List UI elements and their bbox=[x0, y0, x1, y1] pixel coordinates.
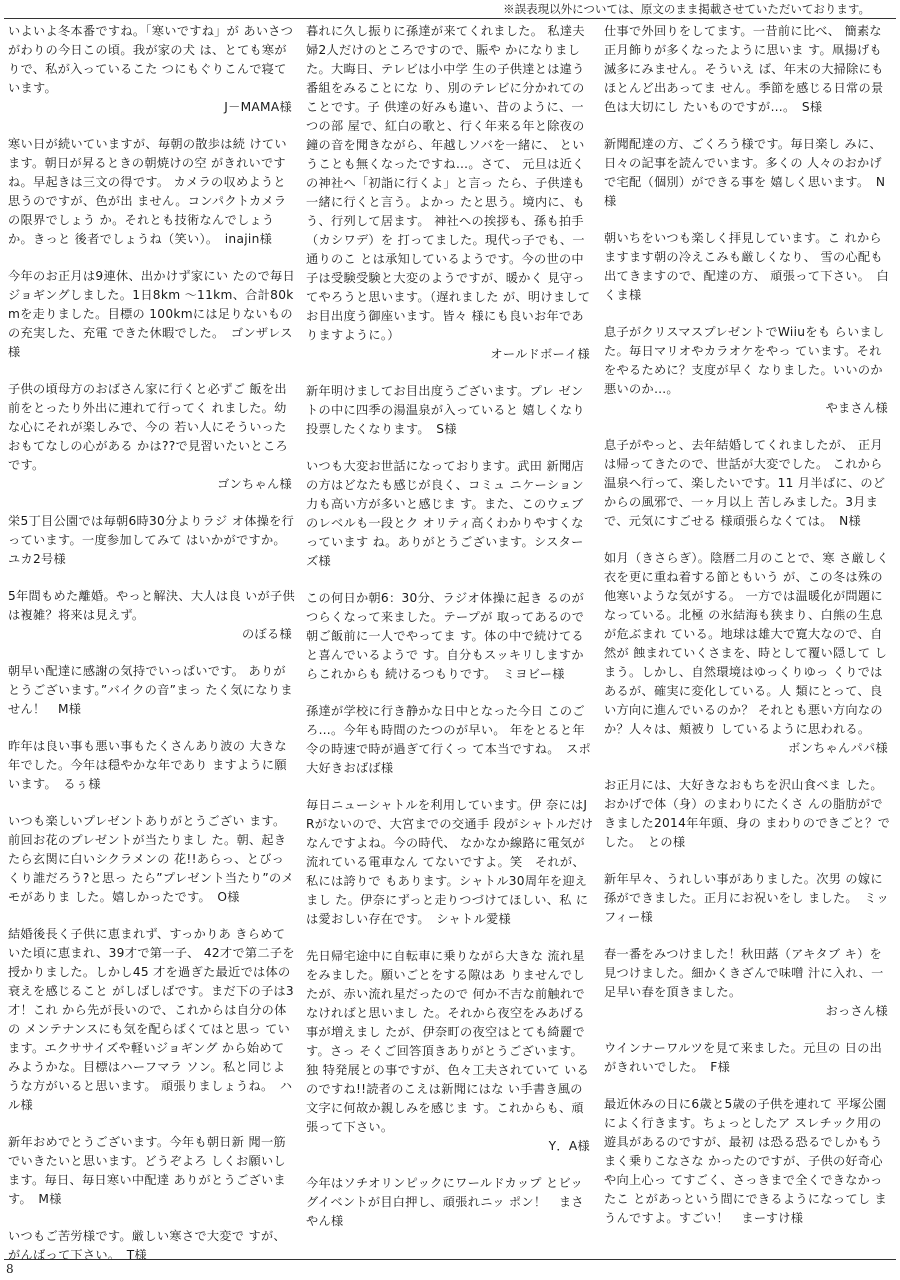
letter-text: 朝いちをいつも楽しく拝見しています。こ れからますます朝の冷えこみも厳しくなり、 雪の心配も出てきますので、配達の方、 頑張って下さい。 白くま様 bbox=[604, 231, 890, 302]
disclaimer-note: ※誤表現以外については、原文のまま掲載させていただいております。 bbox=[503, 2, 870, 16]
letter-text: 栄5丁目公園では毎朝6時30分よりラジ オ体操を行っています。一度参加してみて はいかがですか。 ユカ2号様 bbox=[8, 514, 295, 566]
letter-entry bbox=[306, 702, 594, 778]
letter-text: 結婚後長く子供に恵まれず、すっかりあ きらめていた頃に恵まれ、39才で第一子、 42才で第二子を授かりました。しかし45 才を過ぎた最近では体の衰えを感じること がしばしばです。まだ下の子は3才！これ から先が長いので、これからは自分の体の メンテナンスにも気を配らばくてはと思っ ています。エクササイズや軽いジョギング から始めてみようかな。目標はハーフマラ ソン。私と同じような方がいると思います。 頑張りましょうね。 ハル様 bbox=[8, 927, 295, 1112]
letter-entry bbox=[604, 1039, 892, 1077]
letter-entry bbox=[8, 135, 296, 249]
letter-text: 今年はソチオリンピックにワールドカップ とビッグイベントが目白押し、頑張れニッ ポン！ まさやん様 bbox=[306, 1176, 584, 1228]
letter-signature: ボンちゃんパパ様 bbox=[788, 741, 888, 755]
letter-entry bbox=[604, 229, 892, 305]
letter-text: 新年明けましてお目出度うございます。プレ ゼントの中に四季の湯温泉が入っていると 嬉しくなり投票したくなります。 S様 bbox=[306, 384, 585, 436]
letter-text: 新年おめでとうございます。今年も朝日新 聞一筋でいきたいと思います。どうぞよろ しくお願いします。毎日、毎日寒い中配達 ありがとうございます。 M様 bbox=[8, 1135, 286, 1206]
letter-signature: やまさん様 bbox=[825, 401, 888, 415]
letter-text: 孫達が学校に行き静かな日中となった今日 このごろ…。今年も時間のたつのが早い。 年をとると年令の時速で時が過ぎて行くっ て本当ですね。 スポ大好きおばば様 bbox=[306, 704, 592, 775]
letter-entry bbox=[306, 589, 594, 684]
letter-entry bbox=[8, 587, 296, 644]
letter-entry bbox=[8, 1227, 296, 1260]
column-right bbox=[604, 22, 892, 1260]
letter-signature: ゴンちゃん様 bbox=[217, 477, 292, 491]
letter-text: 新年早々、うれしい事がありました。次男 の嫁に孫ができました。正月にお祝いをし ました。 ミッフィー様 bbox=[604, 872, 890, 924]
page-number: 8 bbox=[6, 1262, 14, 1276]
letter-entry bbox=[306, 1174, 594, 1231]
letter-entry bbox=[8, 22, 296, 117]
letter-text: いつも楽しいプレゼントありがとうござい ます。前回お花のプレゼントが当たりまし た。朝、起きたら玄関に白いシクラメンの 花!!あらっ、とびっくり誰だろう?と思っ たら”プレゼント当たり”のメモがありま した。嬉しかったです。 O様 bbox=[8, 814, 294, 904]
letter-entry bbox=[8, 267, 296, 362]
letter-text: 子供の頃母方のおばさん家に行くと必ずご 飯を出前をとったり外出に連れて行ってく れました。幼な心にそれが楽しみで、今の 若い人にそういったおもてなしの心がある かは??で見習いたいところです。 bbox=[8, 382, 288, 472]
letter-text: この何日か朝6：30分、ラジオ体操に起き るのがつらくなって来ました。テープが 取ってあるので朝ご飯前に一人でやってま す。体の中で続けてると喜んでいるようで す。自分もスッキリしますからこれからも 続けるつもりです。 ミヨビー様 bbox=[306, 591, 585, 681]
column-left bbox=[8, 22, 296, 1260]
letter-text: 5年間もめた離婚。やっと解決、大人は良 いが子供は複雑？将来は見えず。 bbox=[8, 589, 295, 622]
letter-text: 息子がやっと、去年結婚してくれましたが、 正月は帰ってきたので、世話が大変でした。 これから温泉へ行って、楽したいです。11 月半ばに、のどからの風邪で、一ヶ月以上 苦しみました。3月まで、元気にすごせる 様頑張らなくては。 N様 bbox=[604, 438, 886, 528]
letter-signature: おっさん様 bbox=[825, 1004, 888, 1018]
letter-entry bbox=[604, 323, 892, 418]
letter-entry bbox=[8, 512, 296, 569]
letter-entry bbox=[306, 457, 594, 571]
letter-entry bbox=[8, 925, 296, 1115]
letter-signature: J－MAMA様 bbox=[224, 100, 292, 114]
letter-text: 息子がクリスマスプレゼントでWiiuをも らいました。毎日マリオやカラオケをやっ ています。それをやるために？支度が早く なりました。いいのか悪いのか…。 bbox=[604, 325, 885, 396]
letter-entry bbox=[604, 945, 892, 1021]
letter-text: 毎日ニューシャトルを利用しています。伊 奈にはJRがないので、大宮までの交通手 段がシャトルだけなんですよね。今の時代、 なかなか線路に電気が流れている電車なん てないですよ。笑 それが、私には誇りで もあります。シャトル30周年を迎えまし た。伊奈にずっと走りつづけてほしい、私 には愛おしい存在です。 シャトル愛様 bbox=[306, 798, 594, 926]
letter-text: いつも大変お世話になっております。武田 新聞店の方はどなたも感じが良く、コミュ ニケーション力も高い方が多いと感じま す。また、このウェブのレベルも一段とク オリティ高くわかりやすくなっています ね。ありがとうございます。シスターズ様 bbox=[306, 459, 584, 568]
letter-text: 暮れに久し振りに孫達が来てくれました。 私達夫婦2人だけのところですので、賑や かになりました。大晦日、テレビは小中学 生の子供達とは違う番組をみることにな り、別のテレビに分かれてのことです。子 供達の好みも違い、昔のように、一つの部 屋で、紅白の歌と、行く年来る年と除夜の 鐘の音を聞きながら、年越しソバを一緒に、 ということも無くなったですね…。さて、 元旦は近くの神社へ「初詣に行くよ」と言っ たら、子供達も一緒に行くと言う。よかっ たと思う。境内に、もう、行列して居ます。 神社への挨拶も、孫も拍手（カシワデ）を 打ってました。現代っ子でも、一通りのこ とは承知しているようです。今の世の中 子は受験受験と大変のようですが、暖かく 見守ってやろうと思います。（遅れました が、明けましてお目出度う御座います。皆々 様にも良いお年でありますように。） bbox=[306, 24, 591, 342]
letter-entry bbox=[306, 796, 594, 929]
letter-entry bbox=[604, 22, 892, 117]
letter-entry bbox=[306, 22, 594, 364]
letter-signature: のぼる様 bbox=[242, 627, 292, 641]
bottom-divider bbox=[4, 1259, 896, 1260]
letter-signature: Y．A様 bbox=[548, 1139, 590, 1153]
letter-entry bbox=[8, 380, 296, 494]
letter-entry bbox=[604, 1095, 892, 1228]
letter-entry bbox=[8, 737, 296, 794]
letter-text: 如月（きさらぎ）。陰暦二月のことで、寒 さ厳しく衣を更に重ね着する節ともいう が、この冬は殊の他寒いような気がする。 一方では温暖化が問題になっている。北極 の氷結海も狭まり、白熊の生息が危ぶまれ ている。地球は雄大で寛大なので、自然が 蝕まれていくさまを、時として覆い隠して しまう。しかし、自然環境はゆっくりゆっ くりではあるが、確実に変化している。人 類にとって、良い方向に進んでいるのか？ それとも悪い方向なのか？人々は、頬被り しているように思われる。 bbox=[604, 551, 890, 736]
top-divider bbox=[4, 18, 896, 19]
letter-text: 春一番をみつけました！秋田蕗（アキタブ キ）を見つけました。細かくきざんで味噌 汁に入れ、一足早い春を頂きました。 bbox=[604, 947, 884, 999]
letter-entry bbox=[604, 870, 892, 927]
letter-text: 仕事で外回りをしてます。一昔前に比べ、 簡素な正月飾りが多くなったように思いま す。凧揚げも滅多にみません。そういえ ば、年末の大掃除にもほとんど出あってま せん。季節を感じる日常の景色は大切にし たいものですが…。 S様 bbox=[604, 24, 884, 114]
letter-entry bbox=[306, 382, 594, 439]
letter-text: いよいよ冬本番ですね。「寒いですね」が あいさつがわりの今日この頃。我が家の犬 は、とても寒がりで、私が入っているこた つにもぐりこんで寝ています。 bbox=[8, 24, 294, 95]
letter-entry bbox=[8, 662, 296, 719]
letter-text: いつもご苦労様です。厳しい寒さで大変で すが、がんばって下さい。 T様 bbox=[8, 1229, 286, 1260]
letter-text: ウインナーワルツを見て来ました。元旦の 日の出がきれいでした。 F様 bbox=[604, 1041, 883, 1074]
letter-entry bbox=[604, 549, 892, 758]
letter-text: 朝早い配達に感謝の気持でいっぱいです。 ありがとうございます。”バイクの音”まっ たく気になりません！ M様 bbox=[8, 664, 293, 716]
letter-entry bbox=[8, 1133, 296, 1209]
letters-columns bbox=[8, 22, 892, 1260]
letter-entry bbox=[604, 436, 892, 531]
letter-text: 新聞配達の方、ごくろう様です。毎日楽し みに、日々の記事を読んでいます。多くの 人々のおかげで宅配（個別）ができる事を 嬉しく思います。 N様 bbox=[604, 137, 886, 208]
letter-entry bbox=[306, 947, 594, 1156]
letter-entry bbox=[604, 776, 892, 852]
letter-text: 先日帰宅途中に自転車に乗りながら大きな 流れ星をみました。願いごとをする隙はあ りませんでしたが、赤い流れ星だったので 何か不吉な前触れでなければと思いまし た。それから夜空をみあげる事が増えまし たが、伊奈町の夜空はとても綺麗です。さっ そくご回答頂きありがとうございます。独 特発展との事ですが、色々工夫されていて いるのですね!!読者のこえは新聞にはな い手書き風の文字に何故か親しみを感じま す。これからも、頑張って下さい。 bbox=[306, 949, 590, 1134]
letter-entry bbox=[8, 812, 296, 907]
letter-text: お正月には、大好きなおもちを沢山食べま した。おかげで体（身）のまわりにたくさ んの脂肪ができました2014年年頭、身の まわりのできごと？でした。 との様 bbox=[604, 778, 891, 849]
letter-text: 寒い日が続いていますが、毎朝の散歩は続 けています。朝日が昇るときの朝焼けの空 がきれいですね。早起きは三文の得です。 カメラの収めようと思うのですが、色が出 ません。コンパクトカメラの限界でしょう か。それとも技術なんでしょうか。きっと 後者でしょうね（笑い）。 inajin様 bbox=[8, 137, 287, 246]
letter-text: 最近休みの日に6歳と5歳の子供を連れて 平塚公園によく行きます。ちょっとしたア スレチック用の遊具があるのですが、最初 は恐る恐るでしかもうまく乗りこなさな かったのですが、子供の好奇心や向上心っ てすごく、さっきまで全くできなかったこ とがあっという間にできるようになってし まうんですよ。すごい！ まーすけ様 bbox=[604, 1097, 887, 1225]
letter-text: 昨年は良い事も悪い事もたくさんあり波の 大きな年でした。今年は穏やかな年であり ますように願います。 るぅ様 bbox=[8, 739, 287, 791]
column-middle bbox=[306, 22, 594, 1260]
letter-signature: オールドボーイ様 bbox=[490, 347, 590, 361]
letter-text: 今年のお正月は9連休、出かけず家にい たので毎日ジョギングしました。1日8km ～11km、合計80kmを走りました。目標の 100kmには足りないものの充実した、充電 できた休暇でした。 ゴンザレス様 bbox=[8, 269, 295, 359]
letter-entry bbox=[604, 135, 892, 211]
